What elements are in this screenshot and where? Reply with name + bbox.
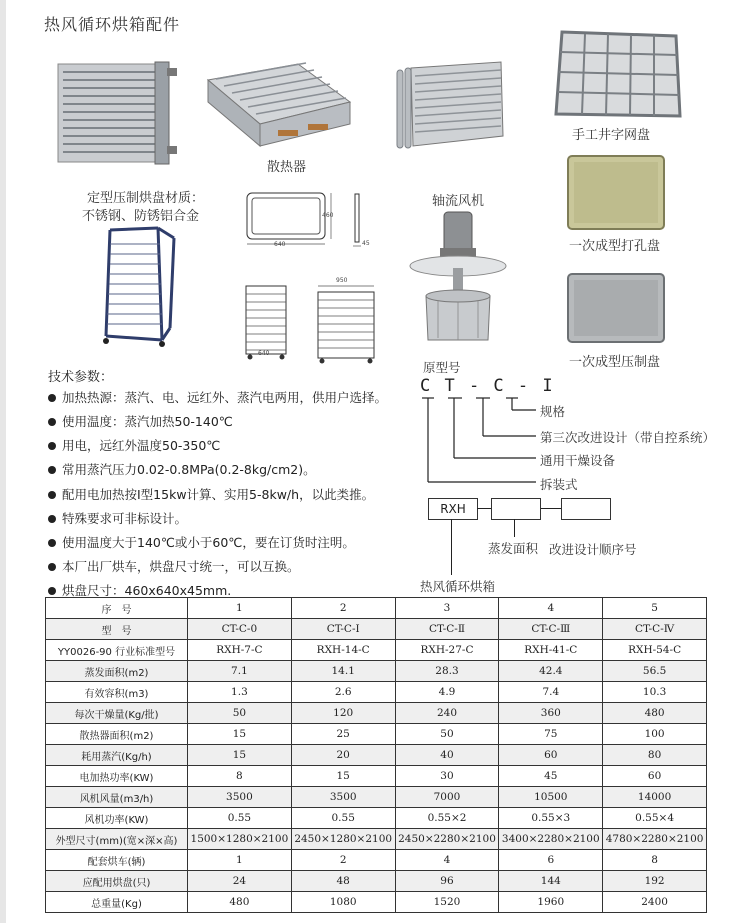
table-cell: 4.9 [395, 682, 499, 703]
bullet-icon [48, 515, 56, 523]
spec-item: 使用温度：蒸汽加热50-140℃ [48, 412, 233, 430]
legend-third-improvement: 第三次改进设计（带自控系统） [540, 430, 716, 445]
table-cell: 240 [395, 703, 499, 724]
table-cell: 60 [603, 766, 707, 787]
sequence-box [561, 498, 611, 520]
row-header-cell: 有效容积(m3) [46, 682, 188, 703]
table-row [46, 619, 707, 640]
table-cell: 7000 [395, 787, 499, 808]
table-cell: 0.55×3 [499, 808, 603, 829]
spec-item: 烘盘尺寸：460x640x45mm. [48, 581, 231, 599]
table-cell: RXH-7-C [188, 640, 292, 661]
trolley-image [100, 224, 180, 348]
table-cell: 10.3 [603, 682, 707, 703]
table-cell: 7.1 [188, 661, 292, 682]
evaporation-area-label: 蒸发面积 [488, 541, 539, 556]
table-cell: 42.4 [499, 661, 603, 682]
dash-1 [477, 508, 491, 509]
table-cell: 75 [499, 724, 603, 745]
row-header-cell: 序 号 [46, 598, 188, 619]
spec-item: 加热热源：蒸汽、电、远红外、蒸汽电两用，供用户选择。 [48, 388, 387, 406]
table-cell: 3500 [291, 787, 395, 808]
dash-2 [541, 508, 561, 509]
table-cell: 2 [291, 598, 395, 619]
table-cell: 56.5 [603, 661, 707, 682]
table-row [46, 661, 707, 682]
specification-table-body [46, 598, 707, 913]
table-row [46, 724, 707, 745]
cart-drawing-side [312, 282, 380, 366]
area-leader-line [514, 519, 515, 537]
table-cell: 15 [188, 724, 292, 745]
sequence-label: 改进设计顺序号 [549, 542, 637, 557]
new-model-prefix: RXH [440, 502, 466, 516]
table-cell: 14.1 [291, 661, 395, 682]
table-row [46, 598, 707, 619]
original-model-code: C T - C - I [420, 376, 555, 396]
table-cell: 28.3 [395, 661, 499, 682]
table-cell: 2450×2280×2100 [395, 829, 499, 850]
grid-tray-caption: 手工井字网盘 [572, 128, 651, 143]
table-row [46, 766, 707, 787]
tray-width-dimension: 640 [274, 241, 286, 248]
bullet-icon [48, 418, 56, 426]
table-cell: CT-C-Ⅳ [603, 619, 707, 640]
punched-tray-image [566, 154, 666, 231]
table-cell: CT-C-0 [188, 619, 292, 640]
legend-general-drying: 通用干燥设备 [540, 453, 616, 468]
table-cell: 50 [395, 724, 499, 745]
fan-caption: 轴流风机 [432, 194, 485, 209]
row-header-cell: 型 号 [46, 619, 188, 640]
table-cell: 15 [291, 766, 395, 787]
spec-item: 用电，远红外温度50-350℃ [48, 436, 220, 454]
table-cell: 4 [395, 850, 499, 871]
table-row [46, 871, 707, 892]
table-cell: 8 [188, 766, 292, 787]
table-cell: 3400×2280×2100 [499, 829, 603, 850]
spec-item: 使用温度大于140℃或小于60℃，要在订货时注明。 [48, 533, 355, 551]
row-header-cell: YY0026-90 行业标准型号 [46, 640, 188, 661]
table-row [46, 682, 707, 703]
row-header-cell: 散热器面积(m2) [46, 724, 188, 745]
table-cell: 360 [499, 703, 603, 724]
page-title: 热风循环烘箱配件 [44, 15, 181, 34]
table-cell: 0.55 [188, 808, 292, 829]
table-row [46, 703, 707, 724]
table-row [46, 829, 707, 850]
table-cell: 6 [499, 850, 603, 871]
table-cell: 96 [395, 871, 499, 892]
row-header-cell: 配套烘车(辆) [46, 850, 188, 871]
specs-heading: 技术参数： [48, 370, 114, 385]
bullet-icon [48, 394, 56, 402]
bullet-icon [48, 563, 56, 571]
table-cell: 2450×1280×2100 [291, 829, 395, 850]
table-cell: RXH-14-C [291, 640, 395, 661]
table-cell: 8 [603, 850, 707, 871]
legend-spec: 规格 [540, 404, 566, 419]
tray-depth-dimension: 460 [322, 212, 334, 219]
table-cell: 480 [188, 892, 292, 913]
spec-item: 配用电加热按I型15kw计算、实用5-8kw/h，以此类推。 [48, 485, 374, 503]
row-header-cell: 电加热功率(KW) [46, 766, 188, 787]
table-cell: 15 [188, 745, 292, 766]
table-cell: 100 [603, 724, 707, 745]
prefix-leader-line [451, 519, 452, 575]
table-row [46, 787, 707, 808]
tray-height-dimension: 45 [362, 240, 370, 247]
row-header-cell: 耗用蒸汽(Kg/h) [46, 745, 188, 766]
table-cell: 5 [603, 598, 707, 619]
table-cell: 20 [291, 745, 395, 766]
table-cell: 80 [603, 745, 707, 766]
heater-caption: 散热器 [267, 160, 307, 175]
row-header-cell: 风机风量(m3/h) [46, 787, 188, 808]
row-header-cell: 外型尺寸(mm)(宽×深×高) [46, 829, 188, 850]
specification-table [45, 597, 707, 913]
new-model-prefix-box [428, 498, 478, 520]
row-header-cell: 风机功率(KW) [46, 808, 188, 829]
radiator-image [198, 62, 356, 150]
table-cell: 480 [603, 703, 707, 724]
cart-width-dimension: 640 [258, 350, 270, 357]
finned-tube-image [393, 56, 513, 154]
grid-tray-image [552, 28, 685, 120]
table-cell: CT-C-Ⅱ [395, 619, 499, 640]
table-cell: 2 [291, 850, 395, 871]
table-cell: 4 [499, 598, 603, 619]
row-header-cell: 蒸发面积(m2) [46, 661, 188, 682]
row-header-cell: 每次干燥量(Kg/批) [46, 703, 188, 724]
evaporation-area-box [491, 498, 541, 520]
bullet-icon [48, 539, 56, 547]
original-model-label: 原型号 [423, 360, 461, 375]
heater-unit-image [55, 58, 180, 168]
table-row [46, 892, 707, 913]
table-cell: 1080 [291, 892, 395, 913]
table-cell: 4780×2280×2100 [603, 829, 707, 850]
table-cell: 192 [603, 871, 707, 892]
tray-drawing-top [238, 188, 338, 250]
table-cell: 1960 [499, 892, 603, 913]
cart-width-dimension-2: 950 [336, 277, 348, 284]
pressed-tray-caption: 一次成型压制盘 [569, 355, 661, 370]
table-cell: RXH-54-C [603, 640, 707, 661]
table-cell: CT-C-Ⅰ [291, 619, 395, 640]
table-row [46, 850, 707, 871]
punched-tray-caption: 一次成型打孔盘 [569, 239, 661, 254]
table-cell: 1500×1280×2100 [188, 829, 292, 850]
table-cell: 14000 [603, 787, 707, 808]
spec-item: 常用蒸汽压力0.02-0.8MPa(0.2-8kg/cm2)。 [48, 460, 316, 478]
table-cell: 0.55×2 [395, 808, 499, 829]
bullet-icon [48, 442, 56, 450]
table-cell: 0.55×4 [603, 808, 707, 829]
table-cell: 3500 [188, 787, 292, 808]
table-cell: 120 [291, 703, 395, 724]
table-cell: RXH-27-C [395, 640, 499, 661]
table-cell: 2400 [603, 892, 707, 913]
table-cell: 1 [188, 850, 292, 871]
bullet-icon [48, 491, 56, 499]
table-cell: 24 [188, 871, 292, 892]
table-cell: 25 [291, 724, 395, 745]
table-row [46, 808, 707, 829]
tray-material-caption-2: 不锈钢、防锈铝合金 [82, 209, 200, 224]
table-cell: RXH-41-C [499, 640, 603, 661]
axial-fan-image [408, 208, 508, 346]
table-cell: 48 [291, 871, 395, 892]
table-cell: 10500 [499, 787, 603, 808]
table-cell: 0.55 [291, 808, 395, 829]
table-cell: 2.6 [291, 682, 395, 703]
spec-item: 特殊要求可非标设计。 [48, 509, 187, 527]
row-header-cell: 总重量(Kg) [46, 892, 188, 913]
pressed-tray-image [566, 272, 666, 344]
table-cell: 50 [188, 703, 292, 724]
table-cell: 1 [188, 598, 292, 619]
table-cell: 1520 [395, 892, 499, 913]
hot-air-oven-label: 热风循环烘箱 [420, 579, 496, 594]
legend-detachable: 拆装式 [540, 477, 578, 492]
tray-material-caption-1: 定型压制烘盘材质： [87, 191, 205, 206]
table-row [46, 640, 707, 661]
table-cell: 3 [395, 598, 499, 619]
table-cell: 7.4 [499, 682, 603, 703]
table-cell: 45 [499, 766, 603, 787]
bullet-icon [48, 587, 56, 595]
table-cell: 1.3 [188, 682, 292, 703]
table-cell: 40 [395, 745, 499, 766]
table-cell: 30 [395, 766, 499, 787]
table-cell: 144 [499, 871, 603, 892]
table-cell: CT-C-Ⅲ [499, 619, 603, 640]
table-row [46, 745, 707, 766]
row-header-cell: 应配用烘盘(只) [46, 871, 188, 892]
bullet-icon [48, 466, 56, 474]
page-edge [0, 0, 6, 923]
model-leader-lines [420, 396, 550, 492]
spec-item: 本厂出厂烘车，烘盘尺寸统一，可以互换。 [48, 557, 300, 575]
table-cell: 60 [499, 745, 603, 766]
